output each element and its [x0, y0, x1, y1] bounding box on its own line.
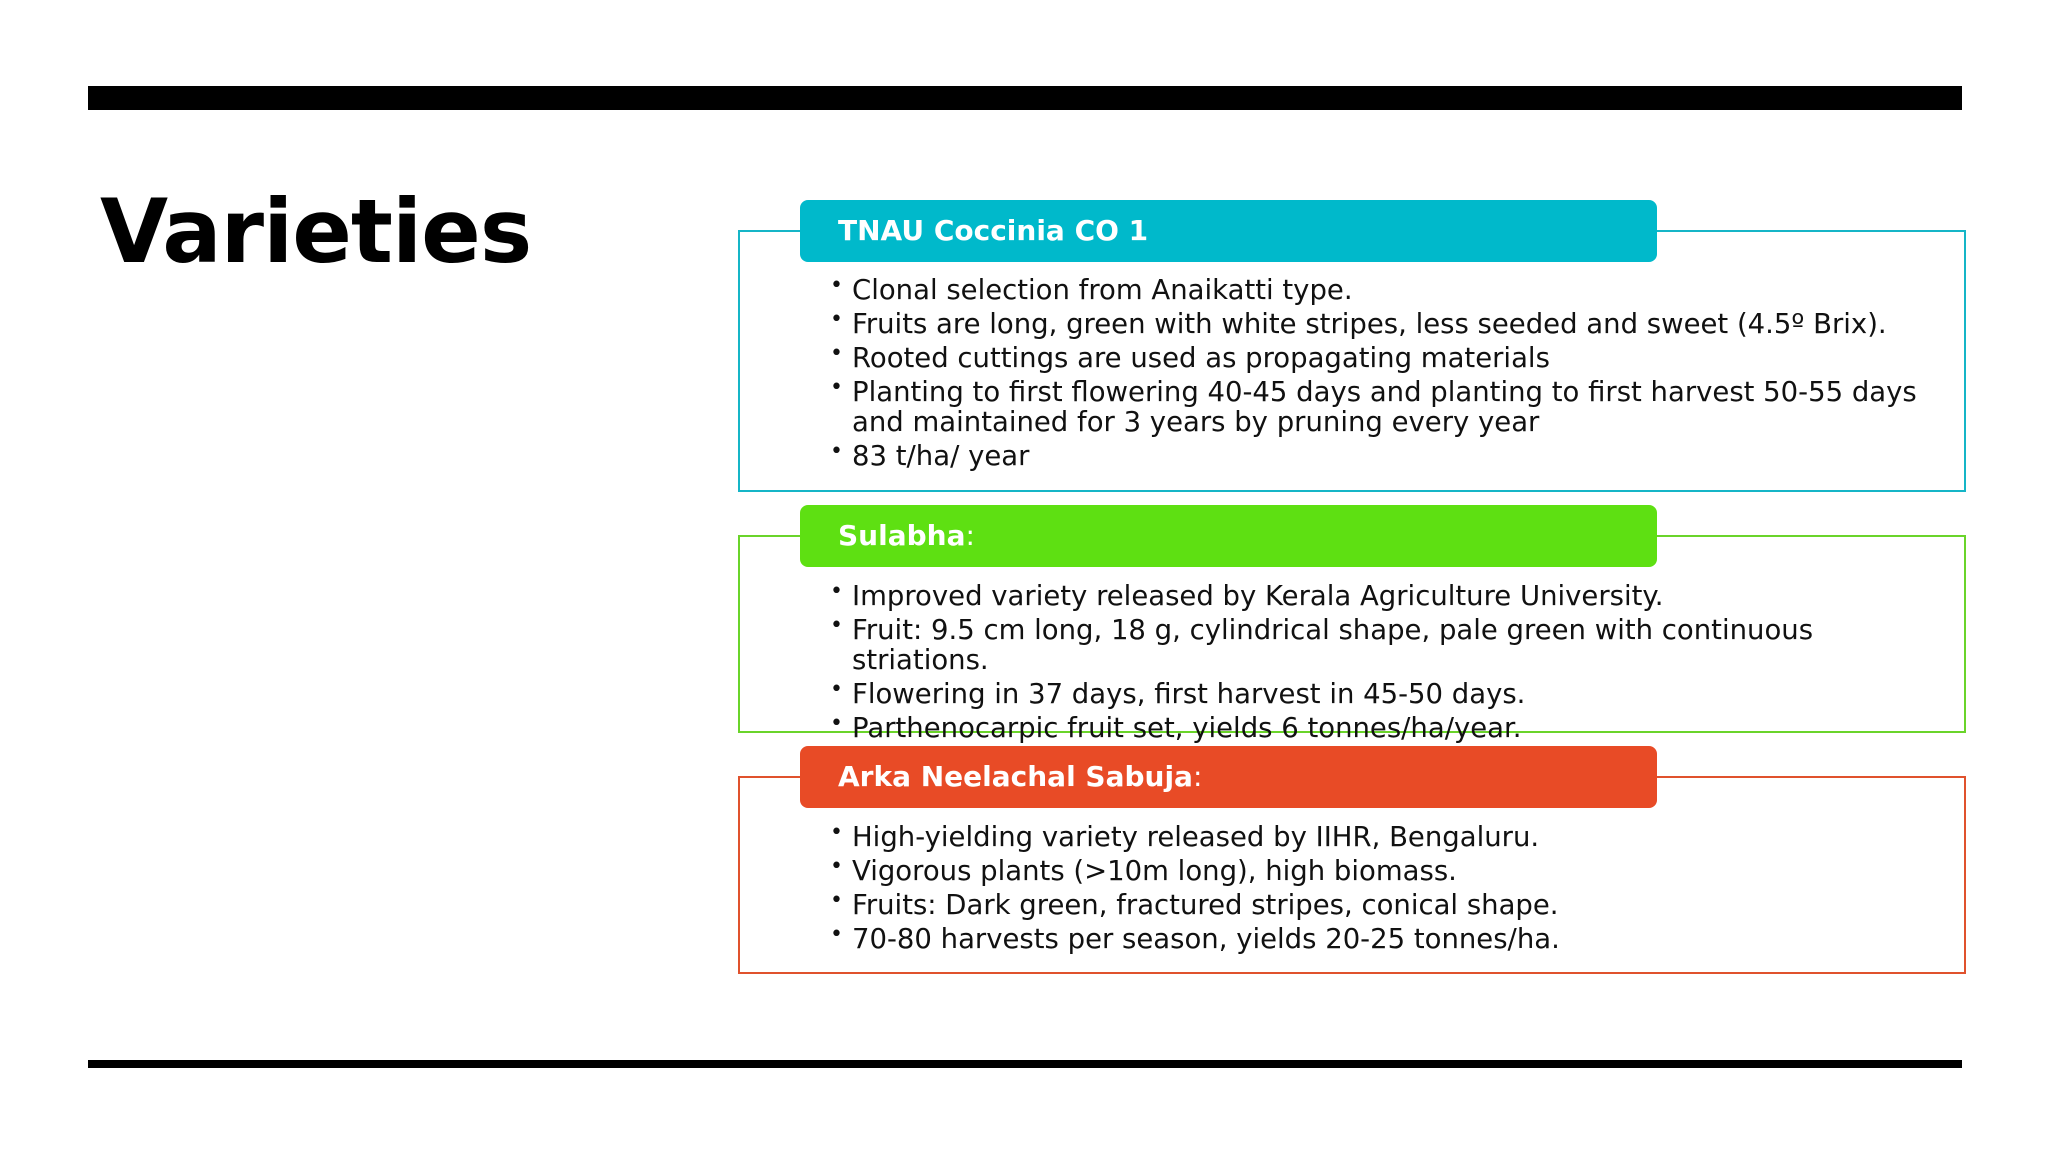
slide-title: Varieties [100, 180, 532, 283]
bottom-rule [88, 1060, 1962, 1068]
variety-card-header-sulabha [800, 505, 1657, 567]
list-item: • Vigorous plants (>10m long), high biomass. [830, 856, 1940, 886]
list-item: • 70-80 harvests per season, yields 20-25 tonnes/ha. [830, 924, 1940, 954]
variety-card-header-co1 [800, 200, 1657, 262]
list-item: • Planting to first flowering 40-45 days and planting to first harvest 50-55 days and maintained for 3 years by pruning every year [830, 377, 1940, 437]
list-item: • 83 t/ha/ year [830, 441, 1940, 471]
list-item: • High-yielding variety released by IIHR, Bengaluru. [830, 822, 1940, 852]
variety-card-header-arka [800, 746, 1657, 808]
variety-bullets-sulabha [830, 581, 1940, 747]
variety-name: Sulabha [838, 519, 966, 552]
list-item: • Rooted cuttings are used as propagating materials [830, 343, 1940, 373]
variety-bullets-arka [830, 822, 1940, 958]
list-item: • Flowering in 37 days, first harvest in 45-50 days. [830, 679, 1940, 709]
list-item: • Fruits: Dark green, fractured stripes, conical shape. [830, 890, 1940, 920]
variety-bullets-co1 [830, 275, 1940, 475]
list-item: • Fruit: 9.5 cm long, 18 g, cylindrical shape, pale green with continuous striations. [830, 615, 1940, 675]
list-item: • Parthenocarpic fruit set, yields 6 tonnes/ha/year. [830, 713, 1940, 743]
list-item: • Fruits are long, green with white stripes, less seeded and sweet (4.5º Brix). [830, 309, 1940, 339]
variety-name-suffix: : [1192, 760, 1203, 793]
top-rule [88, 86, 1962, 110]
variety-name: TNAU Coccinia CO 1 [838, 214, 1149, 247]
variety-name: Arka Neelachal Sabuja [838, 760, 1193, 793]
list-item: • Clonal selection from Anaikatti type. [830, 275, 1940, 305]
list-item: • Improved variety released by Kerala Agriculture University. [830, 581, 1940, 611]
variety-name-suffix: : [965, 519, 975, 552]
